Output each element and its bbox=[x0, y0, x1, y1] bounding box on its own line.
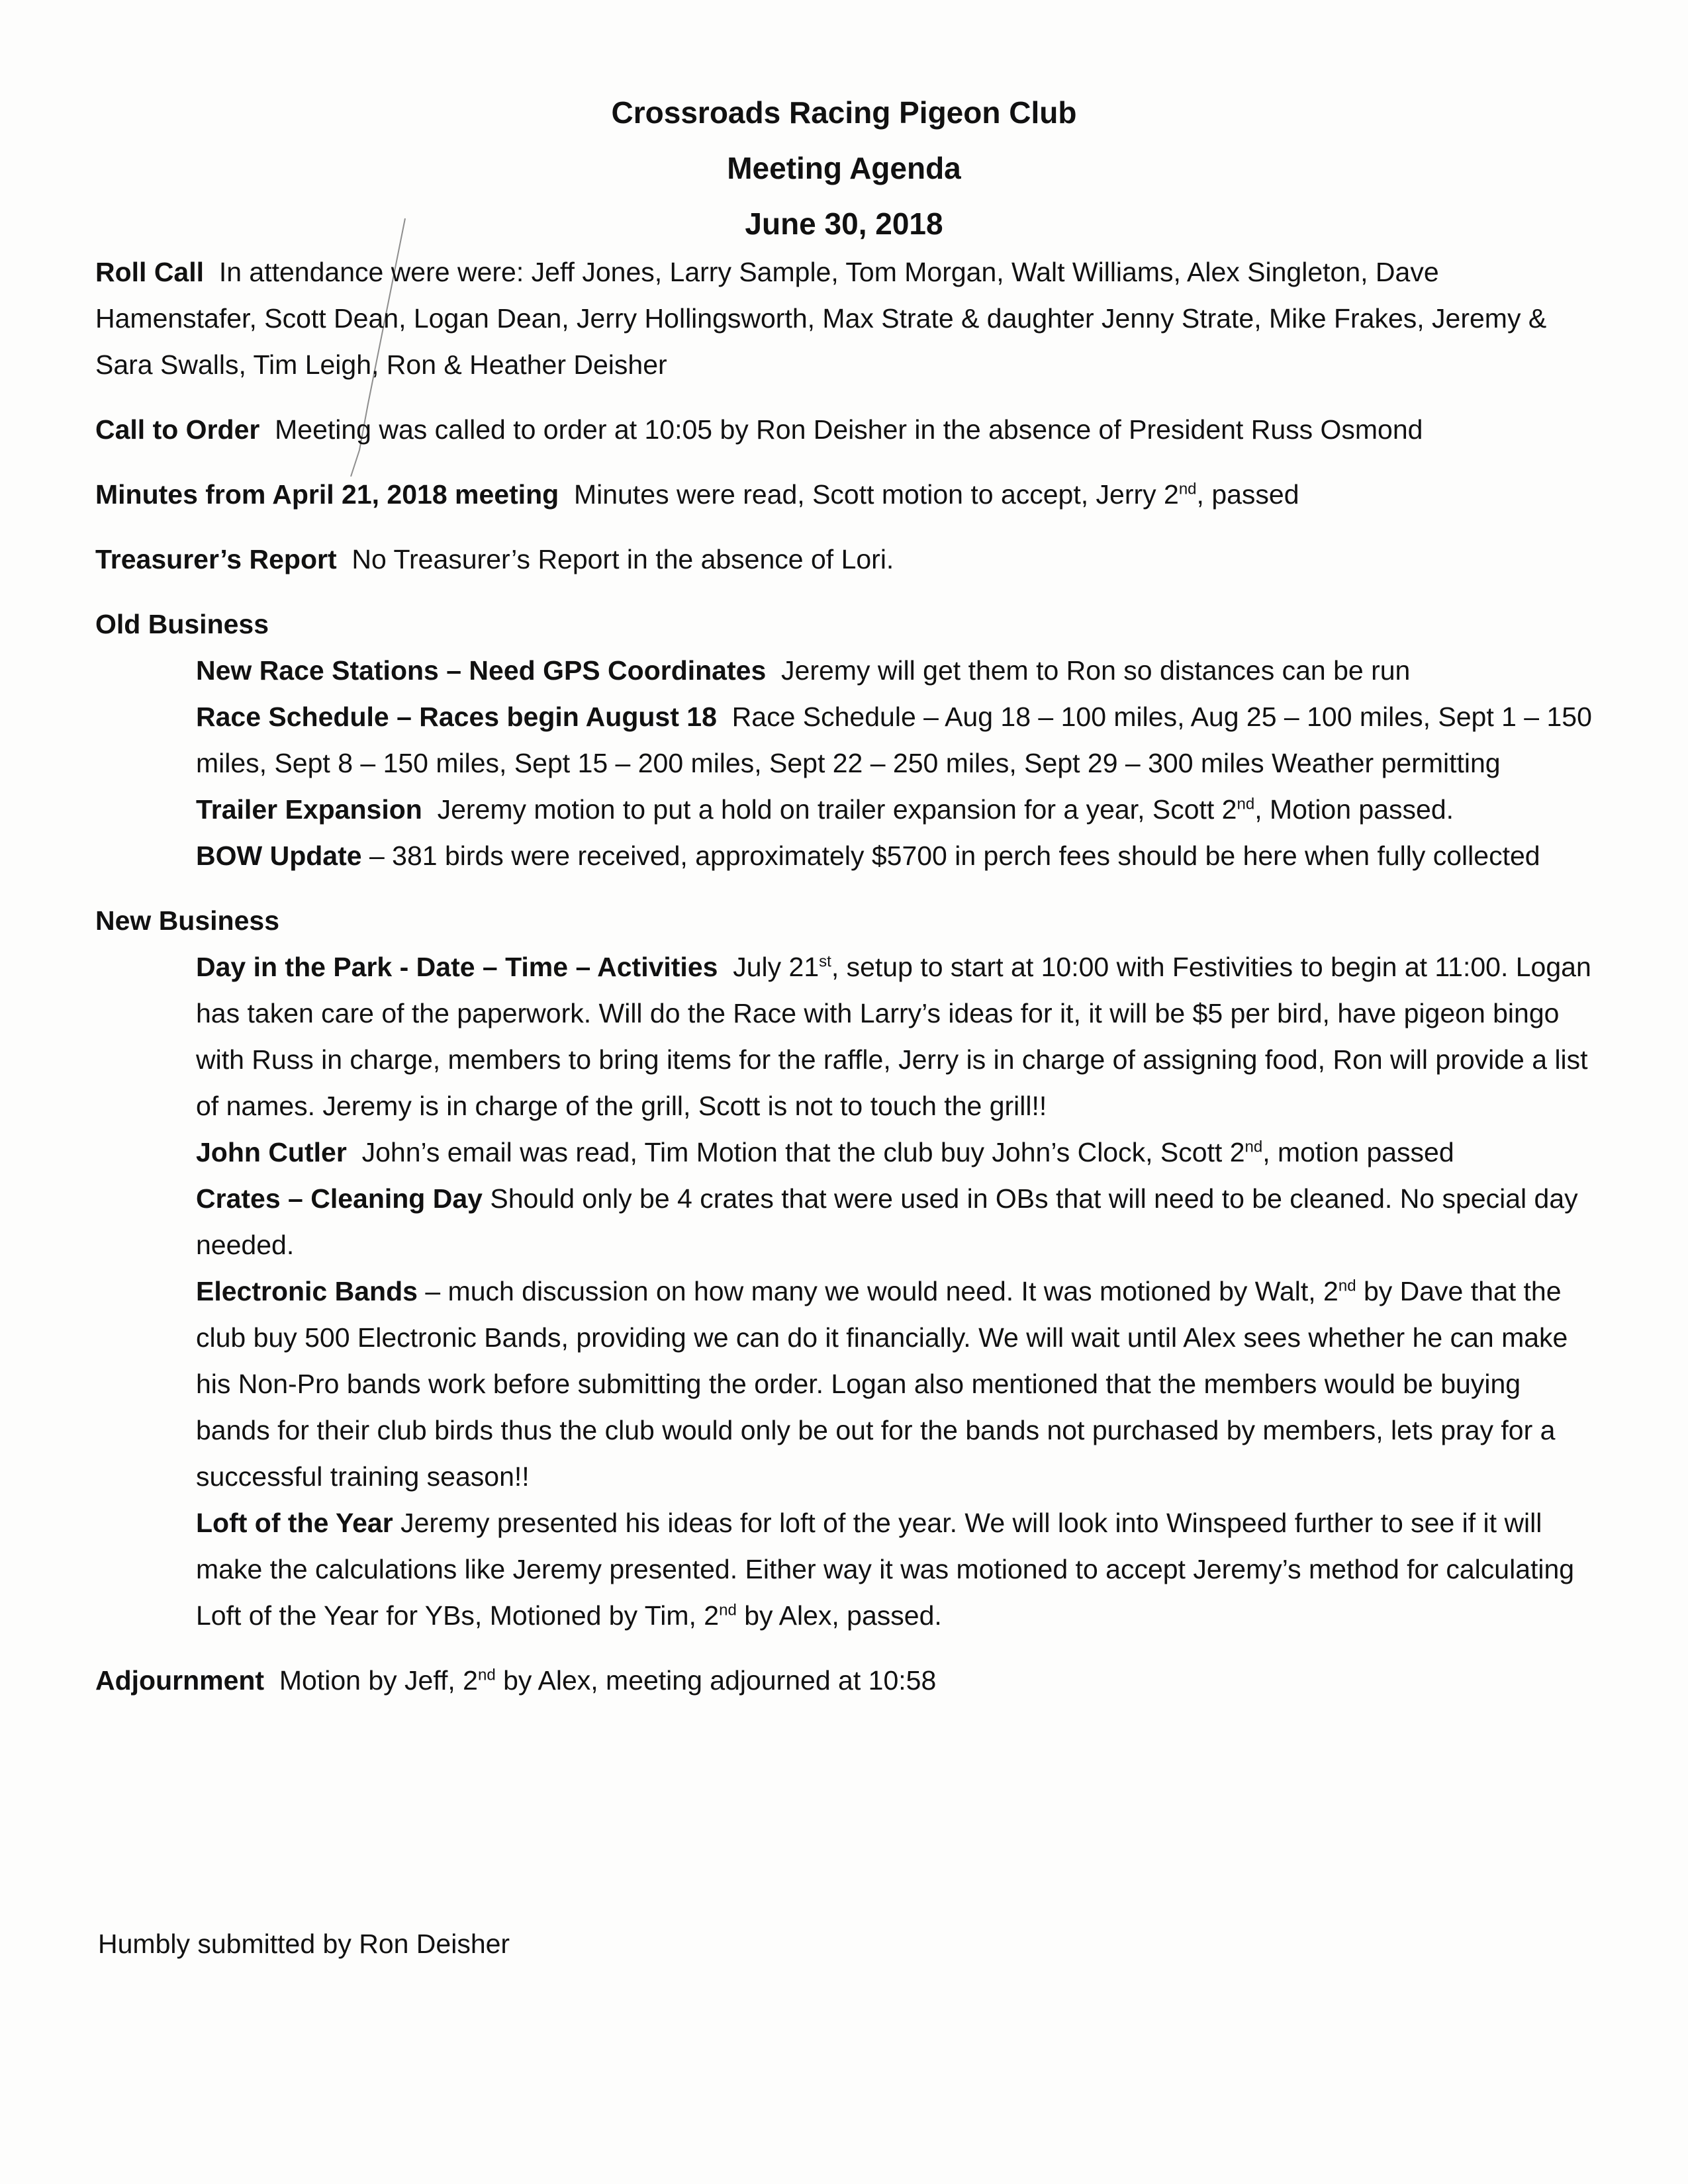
adjournment-text: Motion by Jeff, 2 bbox=[279, 1665, 478, 1696]
signature-line: Humbly submitted by Ron Deisher bbox=[98, 1929, 510, 1959]
minutes-body bbox=[95, 249, 1598, 1704]
treasurer-heading: Treasurer’s Report bbox=[95, 544, 337, 574]
document-type: Meeting Agenda bbox=[727, 151, 961, 185]
loft-of-year-item bbox=[196, 1500, 1598, 1639]
bow-update-text: – 381 birds were received, approximately $5700 in perch fees should be here when fully collected bbox=[369, 841, 1540, 871]
old-business-items bbox=[95, 647, 1598, 879]
john-cutler-heading: John Cutler bbox=[196, 1137, 347, 1167]
club-name: Crossroads Racing Pigeon Club bbox=[611, 95, 1077, 130]
electronic-bands-heading: Electronic Bands bbox=[196, 1276, 418, 1306]
john-cutler-text-end: , motion passed bbox=[1262, 1137, 1454, 1167]
crates-item bbox=[196, 1175, 1598, 1268]
call-to-order-section bbox=[95, 406, 1598, 453]
loft-of-year-text-end: by Alex, passed. bbox=[736, 1600, 942, 1631]
trailer-text-end: , Motion passed. bbox=[1254, 794, 1454, 825]
day-in-park-text-end: , setup to start at 10:00 with Festivities to begin at 11:00. Logan has taken care of the paperwork. Will do the Race with Larry’s ideas for it, it will be $5 per bird, have pigeon bingo with Russ in charge, members to bring items for the raffle, Jerry is in charge of assigning food, Ron will provide a list of names. Jeremy is in charge of the grill, Scott is not to touch the grill!! bbox=[196, 952, 1591, 1121]
roll-call-heading: Roll Call bbox=[95, 257, 205, 287]
treasurer-text: No Treasurer’s Report in the absence of Lori. bbox=[352, 544, 894, 574]
race-stations-text: Jeremy will get them to Ron so distances can be run bbox=[781, 655, 1411, 686]
ordinal-suffix: nd bbox=[1338, 1277, 1356, 1295]
treasurer-section bbox=[95, 536, 1598, 582]
race-schedule-text: Race Schedule – Aug 18 – 100 miles, Aug 25 – 100 miles, Sept 1 – 150 miles, Sept 8 – 150 miles, Sept 15 – 200 miles, Sept 22 – 250 miles, Sept 29 – 300 miles Weather permitting bbox=[196, 702, 1592, 778]
minutes-heading: Minutes from April 21, 2018 meeting bbox=[95, 479, 559, 510]
loft-of-year-text: Jeremy presented his ideas for loft of the year. We will look into Winspeed further to see if it will make the calculations like Jeremy presented. Either way it was motioned to accept Jeremy’s method for calculating Loft of the Year for YBs, Motioned by Tim, 2 bbox=[196, 1508, 1575, 1631]
bow-update-heading: BOW Update bbox=[196, 841, 362, 871]
race-schedule-item bbox=[196, 694, 1598, 786]
roll-call-section bbox=[95, 249, 1598, 388]
new-business-items bbox=[95, 944, 1598, 1639]
day-in-park-text: July 21 bbox=[733, 952, 820, 982]
minutes-section bbox=[95, 471, 1598, 518]
electronic-bands-text-end: by Dave that the club buy 500 Electronic Bands, providing we can do it financially. We will wait until Alex sees whether he can make his Non-Pro bands work before submitting the order. Logan also mentioned that the members would be buying bands for their club birds thus the club would only be out for the bands not purchased by members, lets pray for a successful training season!! bbox=[196, 1276, 1568, 1492]
meeting-date: June 30, 2018 bbox=[745, 206, 943, 241]
minutes-text-end: , passed bbox=[1196, 479, 1299, 510]
race-stations-item bbox=[196, 647, 1598, 694]
race-schedule-heading: Race Schedule – Races begin August 18 bbox=[196, 702, 717, 732]
day-in-park-item bbox=[196, 944, 1598, 1129]
john-cutler-text: John’s email was read, Tim Motion that the club buy John’s Clock, Scott 2 bbox=[361, 1137, 1245, 1167]
day-in-park-heading: Day in the Park - Date – Time – Activities bbox=[196, 952, 718, 982]
john-cutler-item bbox=[196, 1129, 1598, 1175]
race-stations-heading: New Race Stations – Need GPS Coordinates bbox=[196, 655, 767, 686]
crates-text: Should only be 4 crates that were used in OBs that will need to be cleaned. No special day needed. bbox=[196, 1183, 1578, 1260]
trailer-item bbox=[196, 786, 1598, 833]
adjournment-heading: Adjournment bbox=[95, 1665, 265, 1696]
adjournment-text-end: by Alex, meeting adjourned at 10:58 bbox=[495, 1665, 937, 1696]
new-business-heading: New Business bbox=[95, 905, 279, 936]
title-block bbox=[0, 85, 1688, 251]
trailer-heading: Trailer Expansion bbox=[196, 794, 422, 825]
old-business-heading: Old Business bbox=[95, 609, 269, 639]
loft-of-year-heading: Loft of the Year bbox=[196, 1508, 393, 1538]
call-to-order-text: Meeting was called to order at 10:05 by Ron Deisher in the absence of President Russ Osmond bbox=[275, 414, 1423, 445]
electronic-bands-item bbox=[196, 1268, 1598, 1500]
call-to-order-heading: Call to Order bbox=[95, 414, 260, 445]
ordinal-suffix: nd bbox=[1244, 1138, 1263, 1156]
ordinal-suffix: nd bbox=[719, 1601, 737, 1619]
trailer-text: Jeremy motion to put a hold on trailer expansion for a year, Scott 2 bbox=[437, 794, 1237, 825]
ordinal-suffix: nd bbox=[1237, 795, 1255, 813]
adjournment-section bbox=[95, 1657, 1598, 1704]
bow-update-item bbox=[196, 833, 1598, 879]
minutes-text: Minutes were read, Scott motion to accept, Jerry 2 bbox=[574, 479, 1179, 510]
roll-call-text: In attendance were were: Jeff Jones, Larry Sample, Tom Morgan, Walt Williams, Alex Singleton, Dave Hamenstafer, Scott Dean, Logan Dean, Jerry Hollingsworth, Max Strate & daughter Jenny Strate, Mike Frakes, Jeremy & Sara Swalls, Tim Leigh, Ron & Heather Deisher bbox=[95, 257, 1547, 380]
ordinal-suffix: nd bbox=[1178, 480, 1197, 498]
electronic-bands-text: – much discussion on how many we would need. It was motioned by Walt, 2 bbox=[425, 1276, 1338, 1306]
ordinal-suffix: nd bbox=[477, 1666, 496, 1684]
ordinal-suffix: st bbox=[819, 952, 831, 971]
crates-heading: Crates – Cleaning Day bbox=[196, 1183, 483, 1214]
